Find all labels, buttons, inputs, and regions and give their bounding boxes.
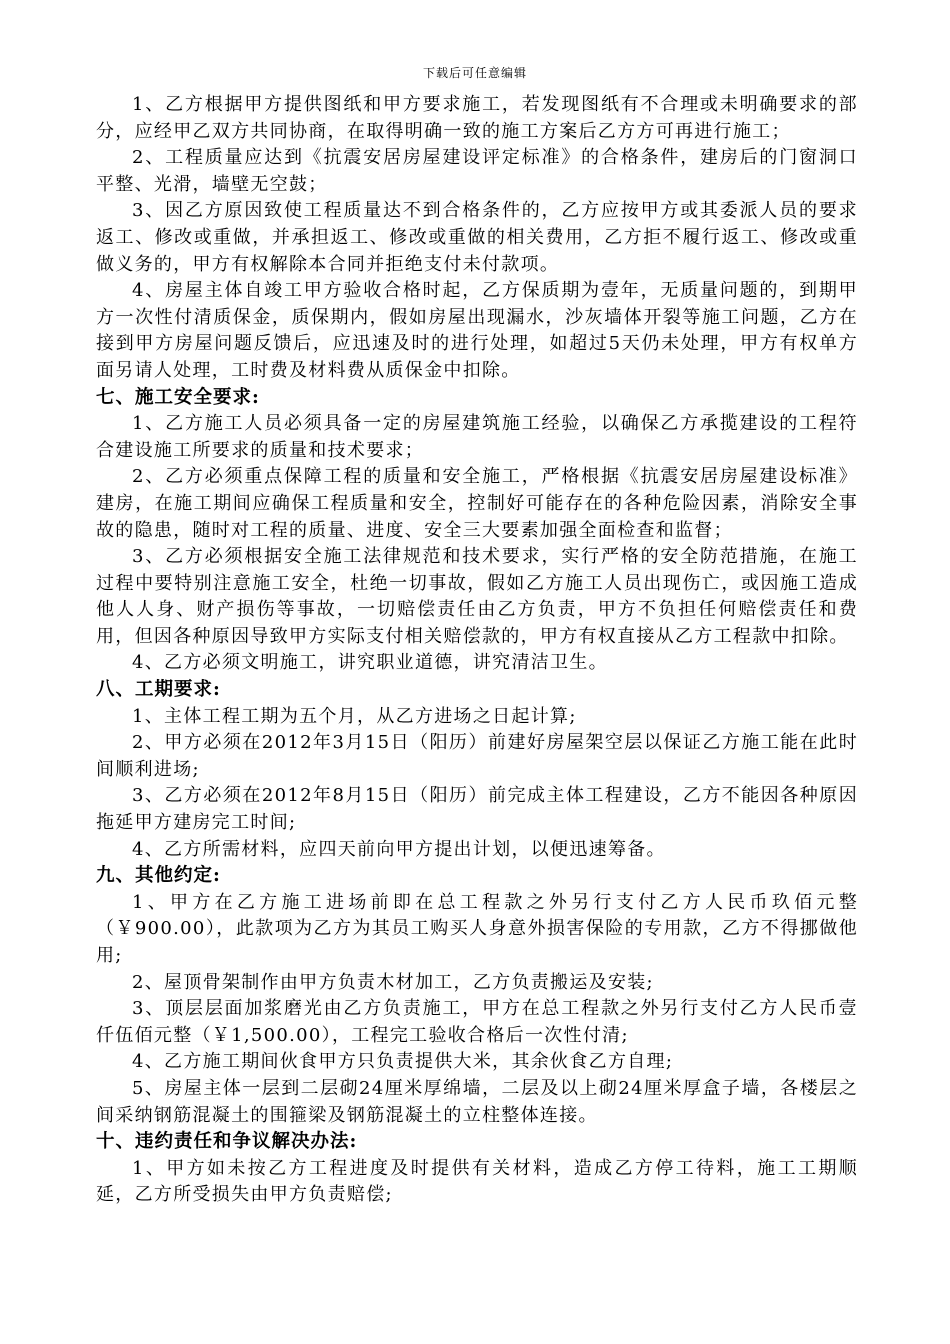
document-body xyxy=(96,92,858,1209)
paragraph: 3、顶层层面加浆磨光由乙方负责施工，甲方在总工程款之外另行支付乙方人民币壹仟伍佰元整（￥1,500.00），工程完工验收合格后一次性付清; xyxy=(96,998,858,1046)
paragraph: 3、因乙方原因致使工程质量达不到合格条件的，乙方应按甲方或其委派人员的要求返工、修改或重做，并承担返工、修改或重做的相关费用，乙方拒不履行返工、修改或重做义务的，甲方有权解除本合同并拒绝支付未付款项。 xyxy=(96,200,858,275)
paragraph: 1、甲方如未按乙方工程进度及时提供有关材料，造成乙方停工待料，施工工期顺延，乙方所受损失由甲方负责赔偿; xyxy=(96,1157,858,1206)
paragraph: 1、乙方根据甲方提供图纸和甲方要求施工，若发现图纸有不合理或未明确要求的部分，应经甲乙双方共同协商，在取得明确一致的施工方案后乙方方可再进行施工； xyxy=(96,94,858,142)
paragraph: 3、乙方必须根据安全施工法律规范和技术要求，实行严格的安全防范措施，在施工过程中要特别注意施工安全，杜绝一切事故，假如乙方施工人员出现伤亡，或因施工造成他人人身、财产损伤等事故，一切赔偿责任由乙方负责，甲方不负担任何赔偿责任和费用，但因各种原因导致甲方实际支付相关赔偿款的，甲方有权直接从乙方工程款中扣除。 xyxy=(96,546,858,647)
paragraph: 4、房屋主体自竣工甲方验收合格时起，乙方保质期为壹年，无质量问题的，到期甲方一次性付清质保金，质保期内，假如房屋出现漏水，沙灰墙体开裂等施工问题，乙方在接到甲方房屋问题反馈后，应迅速及时的进行处理，如超过5天仍未处理，甲方有权单方面另请人处理，工时费及材料费从质保金中扣除。 xyxy=(96,280,858,381)
paragraph: 2、甲方必须在2012年3月15日（阳历）前建好房屋架空层以保证乙方施工能在此时间顺利进场; xyxy=(96,732,858,780)
paragraph: 1、甲方在乙方施工进场前即在总工程款之外另行支付乙方人民币玖佰元整（￥900.00），此款项为乙方为其员工购买人身意外损害保险的专用款，乙方不得挪做他用; xyxy=(96,891,858,966)
section-heading: 九、其他约定: xyxy=(96,865,221,887)
paragraph: 4、乙方必须文明施工，讲究职业道德，讲究清洁卫生。 xyxy=(132,652,608,674)
paragraph: 2、工程质量应达到《抗震安居房屋建设评定标准》的合格条件，建房后的门窗洞口平整、光滑，墙壁无空鼓； xyxy=(96,147,858,195)
section-heading: 七、施工安全要求: xyxy=(96,386,260,408)
paragraph: 2、乙方必须重点保障工程的质量和安全施工，严格根据《抗震安居房屋建设标准》建房，在施工期间应确保工程质量和安全，控制好可能存在的各种危险因素，消除安全事故的隐患，随时对工程的质量、进度、安全三大要素加强全面检查和监督； xyxy=(96,466,858,541)
section-heading: 八、工期要求: xyxy=(96,679,221,701)
paragraph: 2、屋顶骨架制作由甲方负责木材加工，乙方负责搬运及安装; xyxy=(132,971,654,993)
paragraph: 1、主体工程工期为五个月，从乙方进场之日起计算; xyxy=(132,705,577,727)
paragraph: 3、乙方必须在2012年8月15日（阳历）前完成主体工程建设，乙方不能因各种原因拖延甲方建房完工时间; xyxy=(96,785,858,834)
paragraph: 4、乙方施工期间伙食甲方只负责提供大米，其余伙食乙方自理; xyxy=(132,1051,674,1073)
paragraph: 5、房屋主体一层到二层砌24厘米厚绵墙，二层及以上砌24厘米厚盒子墙，各楼层之间采纳钢筋混凝土的围箍梁及钢筋混凝土的立柱整体连接。 xyxy=(96,1077,858,1126)
page-header: 下载后可任意编辑 xyxy=(422,66,527,80)
section-heading: 十、违约责任和争议解决办法: xyxy=(96,1131,358,1153)
paragraph: 1、乙方施工人员必须具备一定的房屋建筑施工经验，以确保乙方承揽建设的工程符合建设施工所要求的质量和技术要求； xyxy=(96,413,858,461)
paragraph: 4、乙方所需材料，应四天前向甲方提出计划，以便迅速筹备。 xyxy=(132,838,666,860)
